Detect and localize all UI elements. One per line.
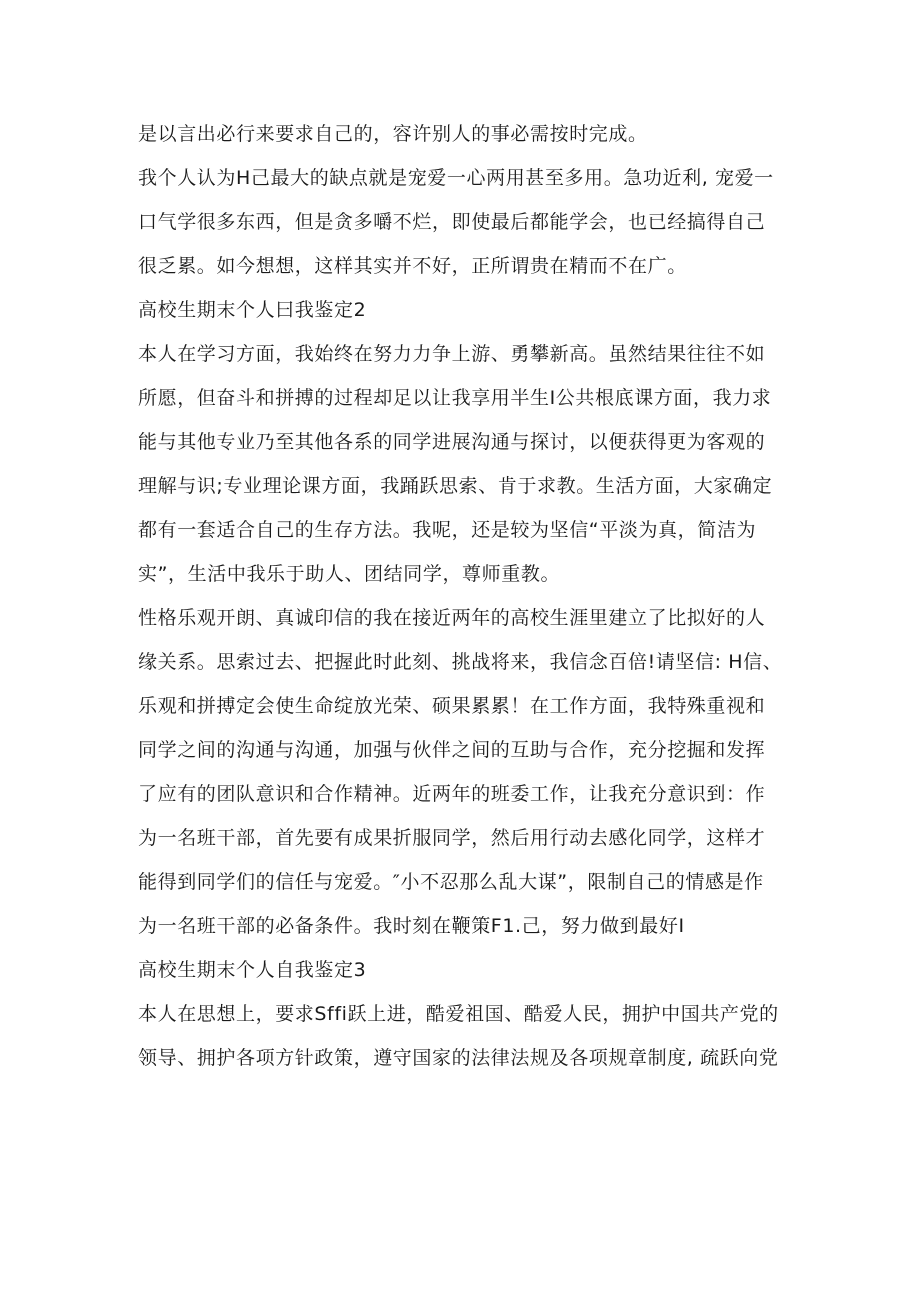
text-line: 领导、拥护各项方针政策，遵守国家的法律法规及各项规章制度, 疏跃向党 [138, 1047, 779, 1069]
text-line: 能得到同学们的信任与宠爱。″小不忍那么乱大谋”，限制自己的情感是作 [138, 871, 764, 893]
text-line: 了应有的团队意识和合作精神。近两年的班委工作，让我充分意识到：作 [138, 783, 766, 805]
text-line: 本人在学习方面，我始终在努力力争上游、勇攀新高。虽然结果往往不如 [138, 343, 766, 365]
text-line: 缘关系。思索过去、把握此时此刻、挑战将来，我信念百倍!请坚信: H信、 [138, 651, 783, 673]
text-line: 实”，生活中我乐于助人、团结同学，尊师重教。 [138, 563, 561, 585]
text-line: 都有一套适合自己的生存方法。我呢，还是较为坚信“平淡为真，简洁为 [138, 519, 757, 541]
section-heading: 高校生期末个人自我鉴定3 [138, 959, 367, 981]
text-line: 同学之间的沟通与沟通，加强与伙伴之间的互助与合作，充分挖掘和发挥 [138, 739, 766, 761]
text-line: 为一名班干部，首先要有成果折服同学，然后用行动去感化同学，这样才 [138, 827, 766, 849]
text-line: 很乏累。如今想想，这样其实并不好，正所谓贵在精而不在广。 [138, 255, 687, 277]
text-line: 我个人认为H己最大的缺点就是宠爱一心两用甚至多用。急功近利, 宠爱一 [138, 167, 774, 189]
section-heading: 高校生期末个人曰我鉴定2 [138, 299, 367, 321]
text-line: 为一名班干部的必备条件。我时刻在鞭策F1.己，努力做到最好I [138, 915, 685, 937]
text-line: 口气学很多东西，但是贪多嚼不烂，即使最后都能学会，也已经搞得自己 [138, 211, 766, 233]
text-line: 是以言出必行来要求自己的，容许别人的事必需按时完成。 [138, 123, 648, 145]
text-line: 能与其他专业乃至其他各系的同学进展沟通与探讨，以便获得更为客观的 [138, 431, 766, 453]
document-body [138, 112, 788, 1080]
text-line: 性格乐观开朗、真诚印信的我在接近两年的高校生涯里建立了比拟好的人 [138, 607, 766, 629]
text-line: 乐观和拼搏定会使生命绽放光荣、硕果累累！在工作方面，我特殊重视和 [138, 695, 766, 717]
text-line: 本人在思想上，要求Sffi跃上进，酷爱祖国、酷爱人民，拥护中国共产党的 [138, 1003, 779, 1025]
text-line: 所愿，但奋斗和拼搏的过程却足以让我享用半生I公共根底课方面，我力求 [138, 387, 772, 409]
text-line: 理解与识;专业理论课方面，我踊跃思索、肯于求教。生活方面，大家确定 [138, 475, 773, 497]
